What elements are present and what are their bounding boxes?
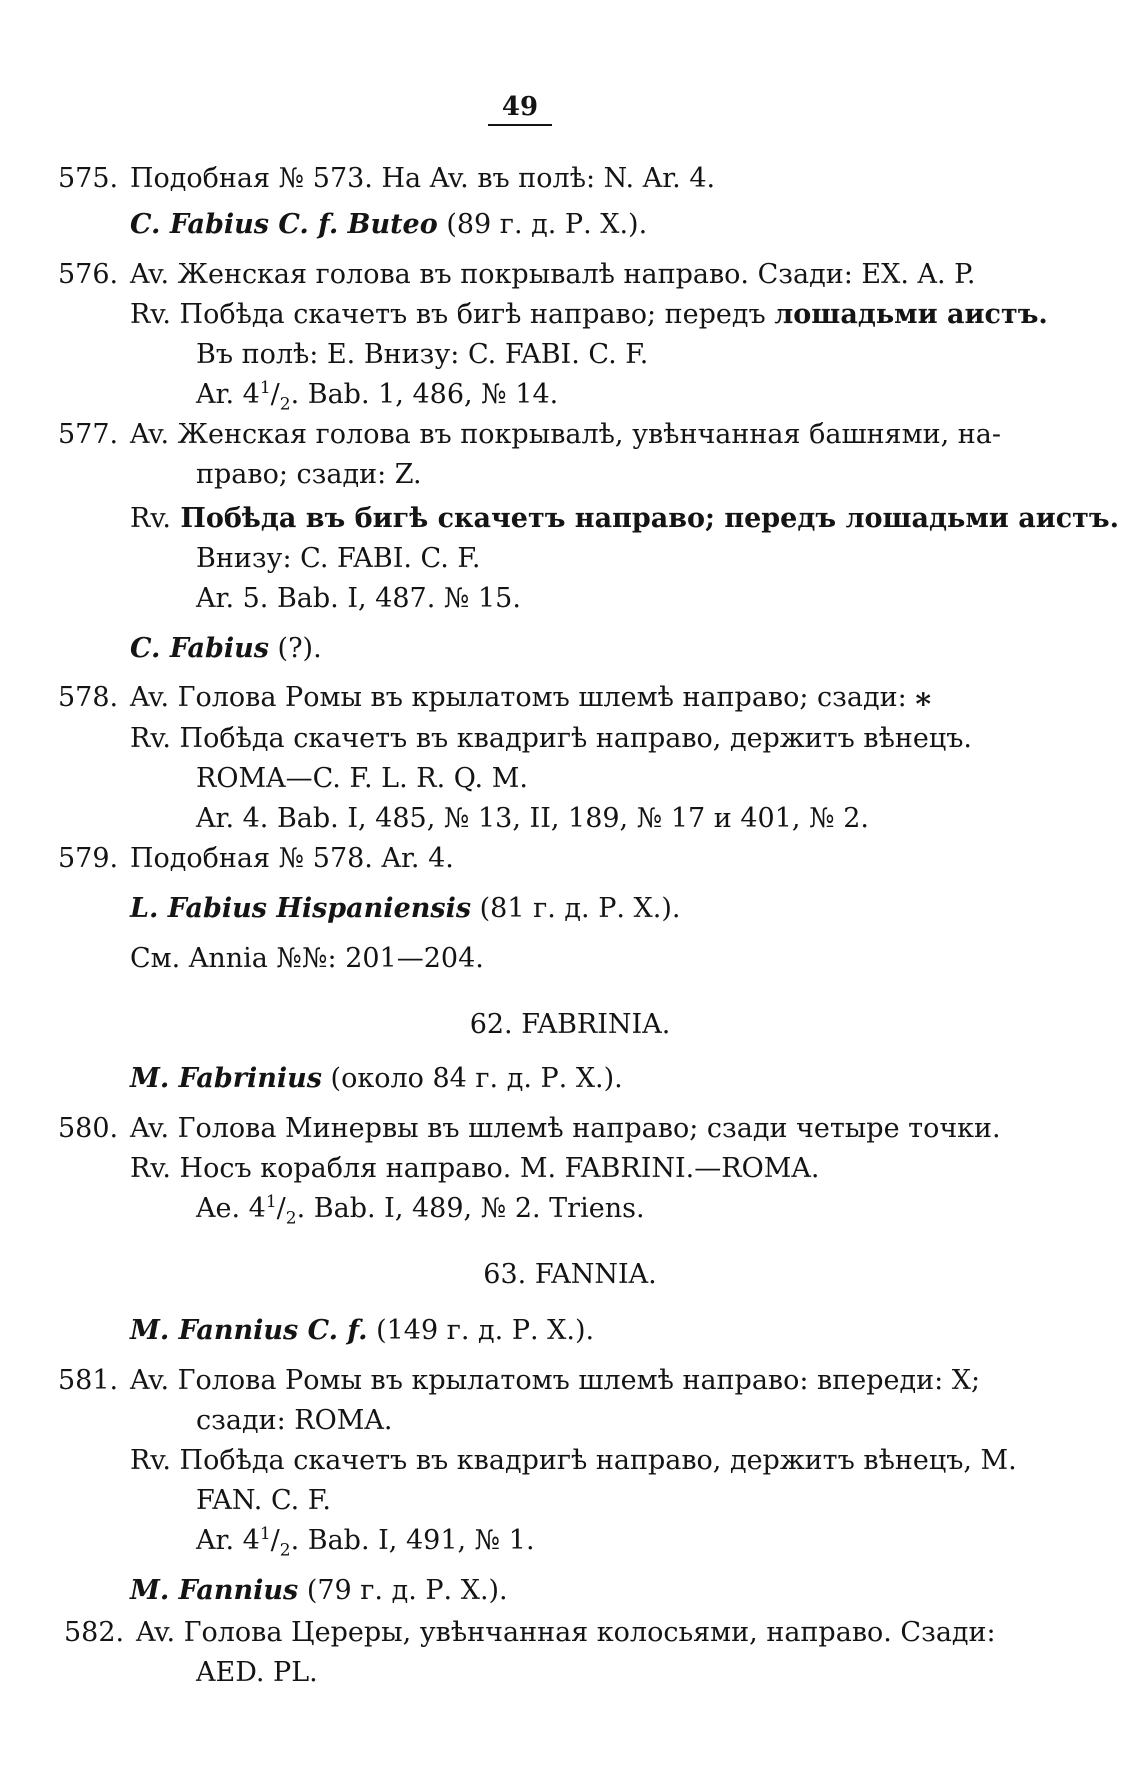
- obverse-label: Av.: [130, 1113, 170, 1144]
- entry-number: 581.: [58, 1365, 119, 1396]
- entry-577-line: [58, 418, 1001, 452]
- fraction-den: 2: [285, 1208, 297, 1229]
- legend-line: ROMA—C. F. L. R. Q. M.: [196, 763, 528, 794]
- text: Голова Ромы въ крылатомъ шлемѣ направо: впереди: X;: [169, 1365, 981, 1396]
- moneyer-name: M. Fannius C. f.: [130, 1315, 368, 1346]
- entry-575-line: [58, 162, 715, 196]
- date: (89 г. д. Р. X.).: [437, 209, 648, 240]
- entry-number: 579.: [58, 843, 119, 874]
- moneyer-name: C. Fabius C. f. Buteo: [130, 209, 438, 240]
- entry-580-line: [58, 1112, 1001, 1146]
- moneyer-heading: [130, 632, 322, 666]
- text-line: сзади: ROMA.: [196, 1405, 393, 1436]
- text: Побѣда скачетъ въ квадригѣ направо, держитъ вѣнецъ.: [170, 723, 972, 754]
- reference-line: [196, 802, 869, 836]
- text: Женская голова въ покрывалѣ, увѣнчанная башнями, на-: [169, 419, 1001, 450]
- text: . Bab. I, 491, № 1.: [290, 1525, 535, 1556]
- text: Ar.: [196, 583, 235, 614]
- obverse-label: Av.: [136, 1617, 176, 1648]
- entry-number: 578.: [58, 682, 119, 713]
- obverse-label: Av.: [130, 682, 170, 713]
- reverse-line: [130, 1152, 819, 1186]
- reverse-line: [130, 1444, 1017, 1478]
- text: (около 84 г. д. Р. X.).: [321, 1063, 623, 1094]
- text: Побѣда въ бигѣ скачетъ направо; передъ лошадьми аистъ.: [170, 503, 1120, 534]
- moneyer-name: L. Fabius Hispaniensis: [130, 893, 472, 924]
- text: (81 г. д. Р. X.).: [471, 893, 681, 924]
- text: 4.: [419, 843, 454, 874]
- reference-line: Ae. $4^1/_2$. Bab. I, 489, № 2. Triens.: [196, 1192, 645, 1229]
- text-line: право; сзади: Z.: [196, 459, 422, 490]
- entry-number: 582.: [64, 1617, 125, 1648]
- moneyer-name: C. Fabius: [130, 633, 269, 664]
- text: Подобная № 573. На: [130, 163, 430, 194]
- reverse-line: [130, 502, 1119, 536]
- fraction-num: 1: [265, 1192, 277, 1212]
- reference-line: [196, 582, 521, 616]
- page-number: 49: [488, 92, 552, 126]
- moneyer-heading: [130, 208, 647, 242]
- section-heading: 62. FABRINIA.: [469, 1009, 671, 1040]
- moneyer-heading: [130, 1062, 623, 1096]
- entry-number: 577.: [58, 419, 119, 450]
- text: лошадьми аистъ.: [774, 299, 1048, 330]
- reverse-label: Rv.: [130, 1445, 171, 1476]
- text: Ar.: [196, 803, 235, 834]
- text: Носъ корабля направо. M. FABRINI.—ROMA.: [170, 1153, 820, 1184]
- moneyer-name: M. Fannius: [130, 1575, 299, 1606]
- text: въ полѣ: N.: [468, 163, 643, 194]
- fraction-den: 2: [279, 1540, 291, 1561]
- obverse-label: Av.: [130, 1365, 170, 1396]
- cross-reference: См. Annia №№: 201—204.: [130, 943, 484, 974]
- text: Голова Цереры, увѣнчанная колосьями, направо. Сзади:: [175, 1617, 996, 1648]
- text: 4. Bab. I, 485, № 13, II, 189, № 17 и 401, № 2.: [234, 803, 869, 834]
- text: . Bab. 1, 486, № 14.: [290, 379, 559, 410]
- reverse-line: [130, 298, 1048, 332]
- star-symbol: ⁎: [915, 679, 932, 714]
- text: Побѣда скачетъ въ бигѣ направо; передъ: [170, 299, 775, 330]
- text: 5. Bab. I, 487. № 15.: [234, 583, 521, 614]
- text-line: Внизу: C. FABI. C. F.: [196, 543, 481, 574]
- text: Ar.: [196, 379, 235, 410]
- entry-579-line: [58, 842, 454, 876]
- reverse-label: Rv.: [130, 299, 171, 330]
- entry-581-line: [58, 1364, 980, 1398]
- text: 4: [242, 1525, 260, 1556]
- reverse-label: Rv.: [130, 723, 171, 754]
- reverse-label: Rv.: [130, 1153, 171, 1184]
- section-heading: 63. FANNIA.: [483, 1259, 657, 1290]
- moneyer-heading: [130, 1314, 594, 1348]
- text: 4: [242, 379, 260, 410]
- text: Подобная № 578.: [130, 843, 382, 874]
- fraction-num: 1: [259, 1524, 271, 1544]
- text: 4.: [680, 163, 716, 194]
- reverse-line: [130, 722, 972, 756]
- text: Голова Ромы въ крылатомъ шлемѣ направо; сзади:: [169, 682, 907, 713]
- text: Голова Минервы въ шлемѣ направо; сзади четыре точки.: [169, 1113, 1001, 1144]
- text: (149 г. д. Р. X.).: [367, 1315, 595, 1346]
- entry-578-line: [58, 680, 931, 715]
- text: Побѣда скачетъ въ квадригѣ направо, держитъ вѣнецъ, M.: [170, 1445, 1017, 1476]
- obverse-label: Av.: [130, 419, 170, 450]
- obverse-label: Av.: [130, 259, 170, 290]
- reverse-label: Rv.: [130, 503, 171, 534]
- text: Ae.: [196, 1193, 241, 1224]
- legend-line: FAN. C. F.: [196, 1485, 331, 1516]
- text: Ar.: [381, 843, 420, 874]
- entry-number: 580.: [58, 1113, 119, 1144]
- text: Ar.: [196, 1525, 235, 1556]
- entry-576-line: [58, 258, 975, 292]
- entry-number: 576.: [58, 259, 119, 290]
- text: Av.: [429, 163, 469, 194]
- text: . Bab. I, 489, № 2. Triens.: [296, 1193, 645, 1224]
- text: Ar.: [642, 163, 681, 194]
- text: Женская голова въ покрывалѣ направо. Сзади: EX. A. P.: [169, 259, 976, 290]
- fraction-den: 2: [279, 394, 291, 415]
- moneyer-heading: [130, 892, 680, 926]
- legend-line: AED. PL.: [196, 1657, 318, 1688]
- text-line: Въ полѣ: E. Внизу: C. FABI. C. F.: [196, 339, 649, 370]
- text: 4: [248, 1193, 266, 1224]
- text: (79 г. д. Р. X.).: [298, 1575, 508, 1606]
- moneyer-name: M. Fabrinius: [130, 1063, 322, 1094]
- entry-number: 575.: [58, 163, 119, 194]
- entry-582-line: [64, 1616, 996, 1650]
- reference-line: Ar. $4^1/_2$. Bab. I, 491, № 1.: [196, 1524, 535, 1561]
- text: (?).: [268, 633, 322, 664]
- moneyer-heading: [130, 1574, 508, 1608]
- fraction-num: 1: [259, 378, 271, 398]
- reference-line: Ar. $4^1/_2$. Bab. 1, 486, № 14.: [196, 378, 559, 415]
